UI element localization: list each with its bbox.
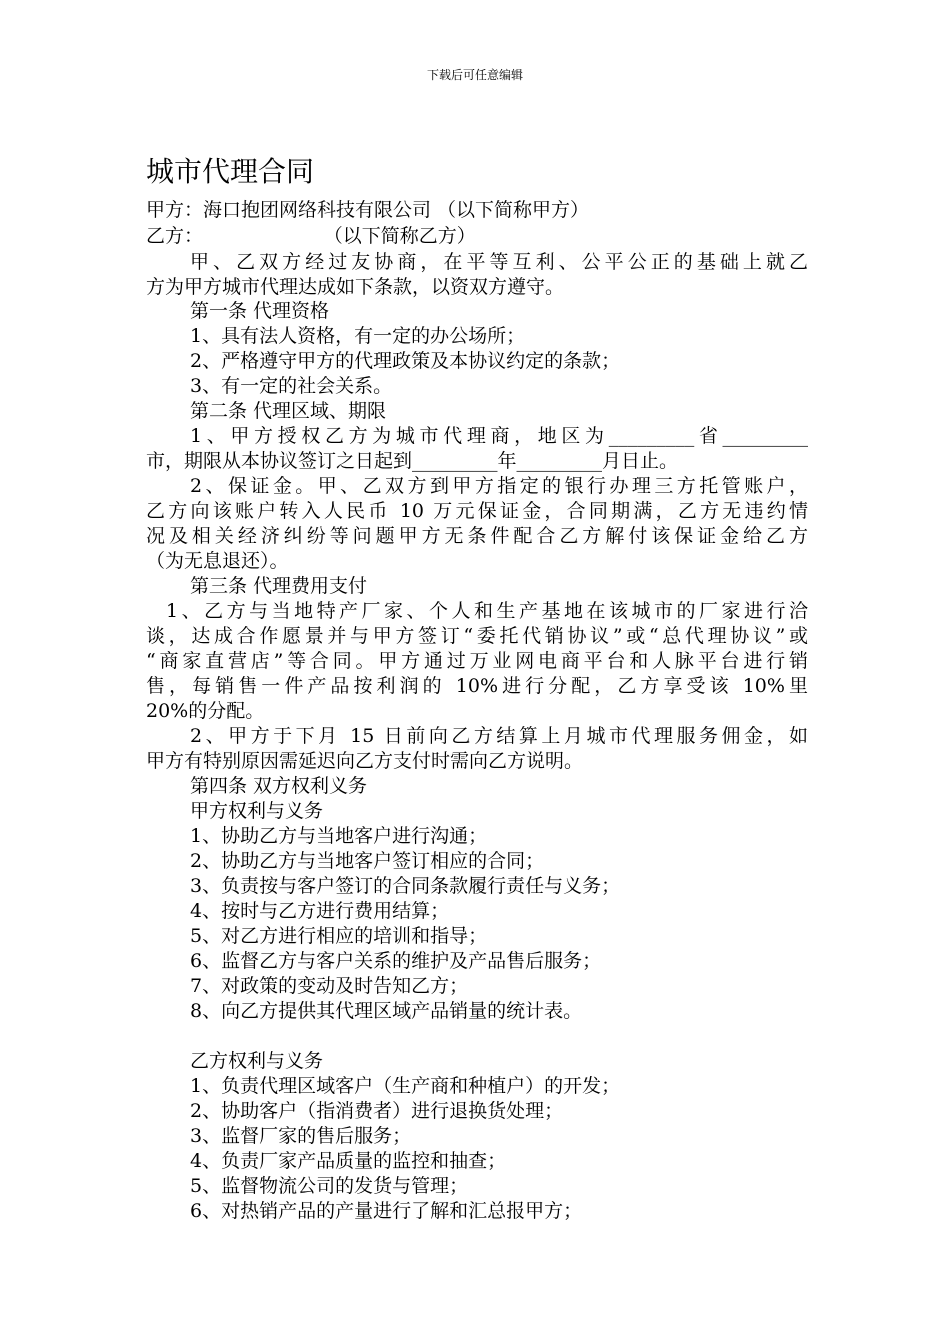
party-a-duty-6: 6、监督乙方与客户关系的维护及产品售后服务； (190, 950, 602, 972)
article-2-p1-line-2: 市，期限从本协议签订之日起到_________年_________月日止。 (146, 450, 679, 472)
party-a-duty-7: 7、对政策的变动及时告知乙方； (190, 975, 469, 997)
party-b-duty-2: 2、协助客户（指消费者）进行退换货处理； (190, 1100, 564, 1122)
article-2-heading: 第二条 代理区域、期限 (190, 400, 387, 422)
party-b-duty-1: 1、负责代理区域客户（生产商和种植户）的开发； (190, 1075, 621, 1097)
article-1-heading: 第一条 代理资格 (190, 300, 330, 322)
article-3-p2-line-2: 甲方有特别原因需延迟向乙方支付时需向乙方说明。 (146, 750, 584, 772)
article-2-p2-line-4: （为无息退还）。 (146, 550, 289, 572)
party-b-duty-6: 6、对热销产品的产量进行了解和汇总报甲方； (190, 1200, 583, 1222)
article-3-p1-line-5: 20%的分配。 (146, 700, 265, 722)
article-1-item-3: 3、有一定的社会关系。 (190, 375, 393, 397)
party-b-duty-4: 4、负责厂家产品质量的监控和抽查； (190, 1150, 507, 1172)
article-3-p2-line-1: 2、甲方于下月 15 日前向乙方结算上月城市代理服务佣金，如 (190, 725, 808, 747)
document-title: 城市代理合同 (146, 155, 315, 188)
article-2-p2-line-1: 2、保证金。甲、乙双方到甲方指定的银行办理三方托管账户， (190, 475, 808, 497)
party-a-duties-heading: 甲方权利与义务 (190, 800, 324, 822)
party-a-duty-5: 5、对乙方进行相应的培训和指导； (190, 925, 488, 947)
article-3-heading: 第三条 代理费用支付 (190, 575, 368, 597)
article-1-item-2: 2、严格遵守甲方的代理政策及本协议约定的条款； (190, 350, 621, 372)
intro-line-2: 方为甲方城市代理达成如下条款，以资双方遵守。 (146, 276, 565, 298)
article-3-p1-line-1: 1、乙方与当地特产厂家、个人和生产基地在该城市的厂家进行洽 (166, 600, 808, 622)
party-a-duty-8: 8、向乙方提供其代理区域产品销量的统计表。 (190, 1000, 583, 1022)
party-a-line: 甲方：海口抱团网络科技有限公司 （以下简称甲方） (146, 199, 590, 221)
party-a-duty-1: 1、协助乙方与当地客户进行沟通； (190, 825, 488, 847)
party-a-duty-4: 4、按时与乙方进行费用结算； (190, 900, 450, 922)
party-b-duty-5: 5、监督物流公司的发货与管理； (190, 1175, 469, 1197)
party-a-duty-2: 2、协助乙方与当地客户签订相应的合同； (190, 850, 545, 872)
party-b-duties-heading: 乙方权利与义务 (190, 1050, 324, 1072)
article-2-p1-line-1: 1、甲方授权乙方为城市代理商，地区为_________省_________ (190, 425, 808, 447)
article-2-p2-line-3: 况及相关经济纠纷等问题甲方无条件配合乙方解付该保证金给乙方 (146, 525, 808, 547)
page-header: 下载后可任意编辑 (426, 68, 523, 82)
party-b-line: 乙方： （以下简称乙方） (146, 225, 476, 247)
article-3-p1-line-2: 谈，达成合作愿景并与甲方签订“委托代销协议”或“总代理协议”或 (146, 625, 808, 647)
article-1-item-1: 1、具有法人资格，有一定的办公场所； (190, 325, 526, 347)
intro-line-1: 甲、乙双方经过友协商，在平等互利、公平公正的基础上就乙 (190, 251, 808, 273)
party-a-duty-3: 3、负责按与客户签订的合同条款履行责任与义务； (190, 875, 621, 897)
article-3-p1-line-3: “商家直营店”等合同。甲方通过万业网电商平台和人脉平台进行销 (146, 650, 808, 672)
article-3-p1-line-4: 售，每销售一件产品按利润的 10%进行分配，乙方享受该 10%里 (146, 675, 808, 697)
article-2-p2-line-2: 乙方向该账户转入人民币 10 万元保证金，合同期满，乙方无违约情 (146, 500, 808, 522)
article-4-heading: 第四条 双方权利义务 (190, 775, 368, 797)
party-b-duty-3: 3、监督厂家的售后服务； (190, 1125, 412, 1147)
